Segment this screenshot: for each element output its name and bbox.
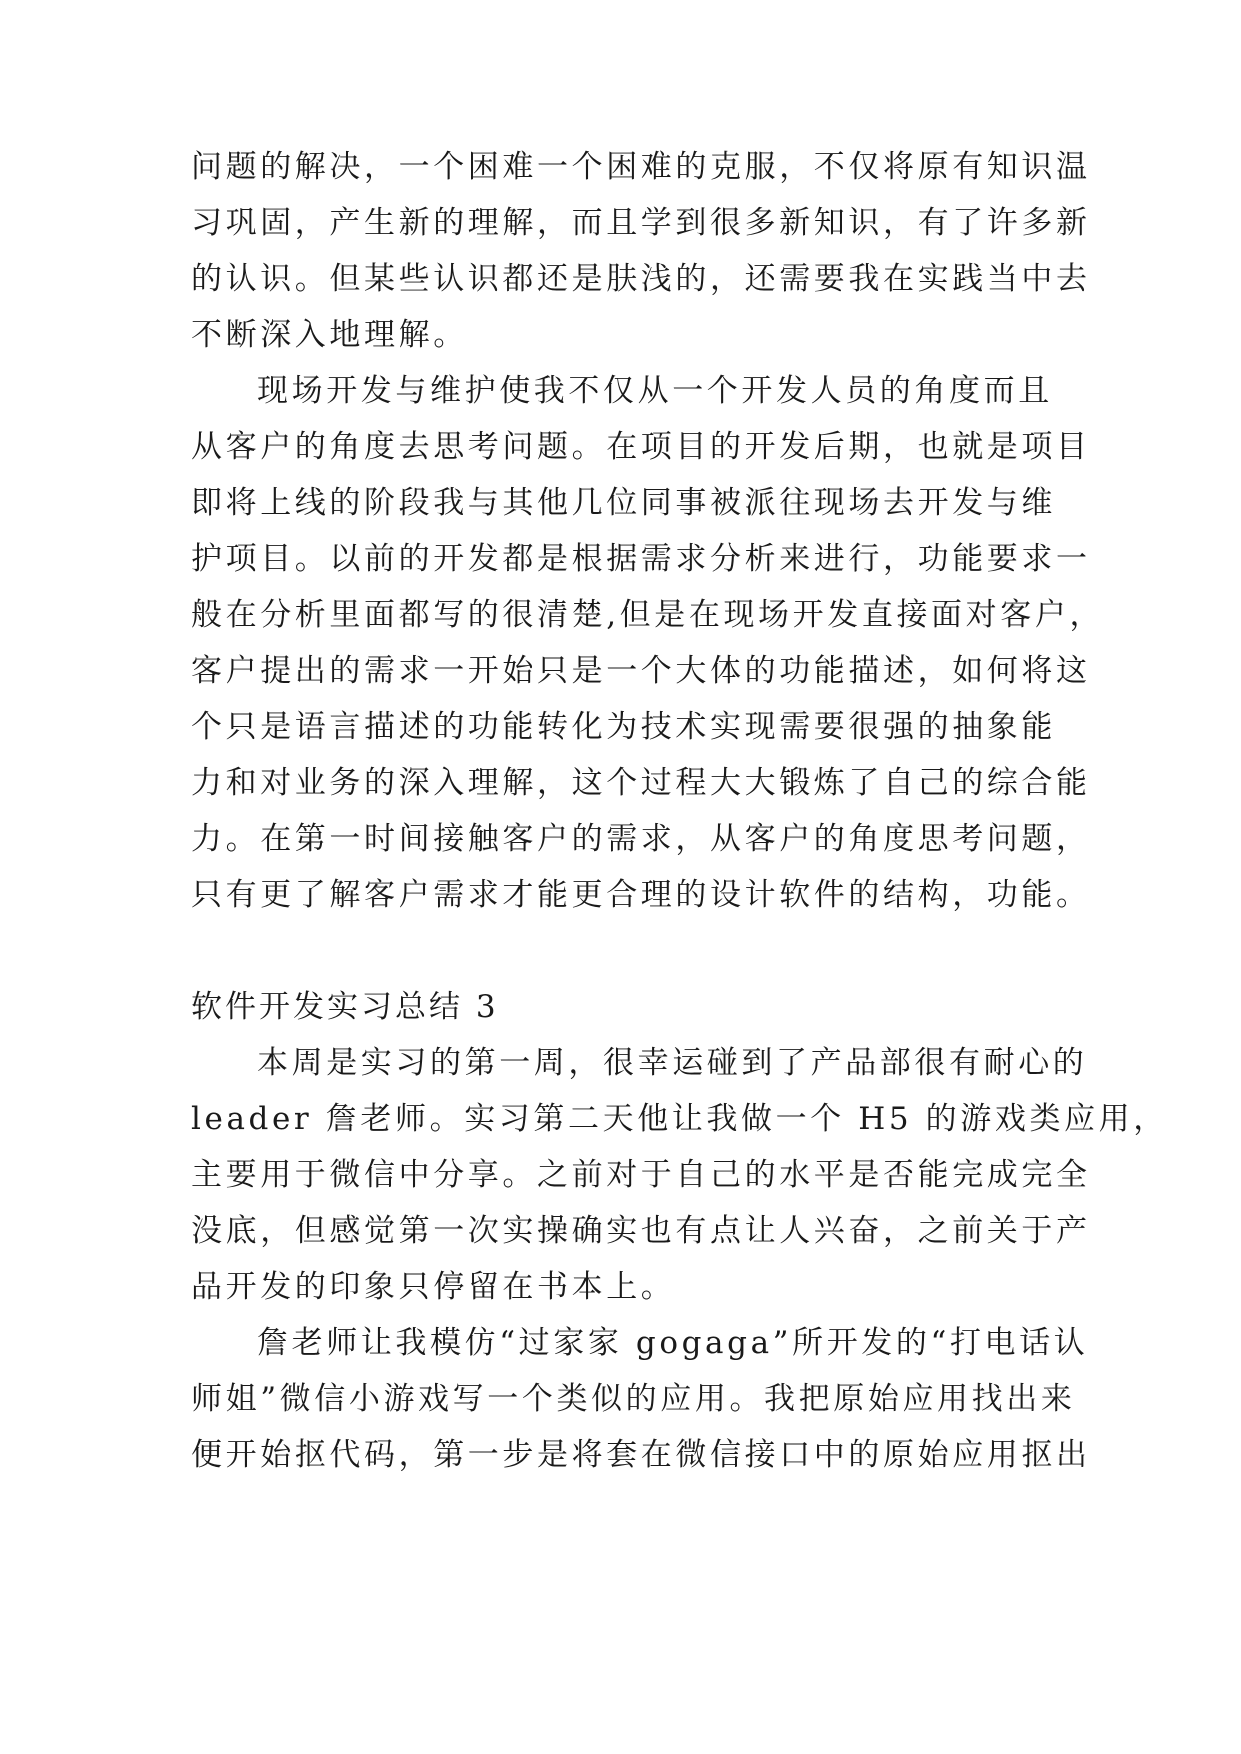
paragraph-line: 般在分析里面都写的很清楚,但是在现场开发直接面对客户，: [191, 597, 1105, 633]
section-heading: 软件开发实习总结 3: [191, 989, 499, 1025]
paragraph-line: 便开始抠代码，第一步是将套在微信接口中的原始应用抠出: [191, 1437, 1091, 1473]
paragraph-line: 詹老师让我模仿“过家家 gogaga”所开发的“打电话认: [257, 1325, 1089, 1361]
paragraph-line: 个只是语言描述的功能转化为技术实现需要很强的抽象能: [191, 709, 1056, 745]
paragraph-line: 护项目。以前的开发都是根据需求分析来进行，功能要求一: [191, 541, 1091, 577]
paragraph-line: 的认识。但某些认识都还是肤浅的，还需要我在实践当中去: [191, 261, 1091, 297]
paragraph-line: leader 詹老师。实习第二天他让我做一个 H5 的游戏类应用，: [191, 1101, 1168, 1137]
paragraph-line: 客户提出的需求一开始只是一个大体的功能描述，如何将这: [191, 653, 1091, 689]
paragraph-line: 问题的解决，一个困难一个困难的克服，不仅将原有知识温: [191, 149, 1091, 185]
paragraph-line: 只有更了解客户需求才能更合理的设计软件的结构，功能。: [191, 877, 1091, 913]
paragraph-line: 从客户的角度去思考问题。在项目的开发后期，也就是项目: [191, 429, 1091, 465]
paragraph-line: 本周是实习的第一周，很幸运碰到了产品部很有耐心的: [257, 1045, 1088, 1081]
paragraph-line: 力。在第一时间接触客户的需求，从客户的角度思考问题，: [191, 821, 1091, 857]
paragraph-line: 力和对业务的深入理解，这个过程大大锻炼了自己的综合能: [191, 765, 1091, 801]
paragraph-line: 不断深入地理解。: [191, 317, 468, 353]
paragraph-line: 现场开发与维护使我不仅从一个开发人员的角度而且: [257, 373, 1053, 409]
paragraph-line: 习巩固，产生新的理解，而且学到很多新知识，有了许多新: [191, 205, 1091, 241]
paragraph-line: 师姐”微信小游戏写一个类似的应用。我把原始应用找出来: [191, 1381, 1076, 1417]
paragraph-line: 没底，但感觉第一次实操确实也有点让人兴奋，之前关于产: [191, 1213, 1091, 1249]
paragraph-line: 即将上线的阶段我与其他几位同事被派往现场去开发与维: [191, 485, 1056, 521]
paragraph-line: 主要用于微信中分享。之前对于自己的水平是否能完成完全: [191, 1157, 1091, 1193]
paragraph-line: 品开发的印象只停留在书本上。: [191, 1269, 676, 1305]
